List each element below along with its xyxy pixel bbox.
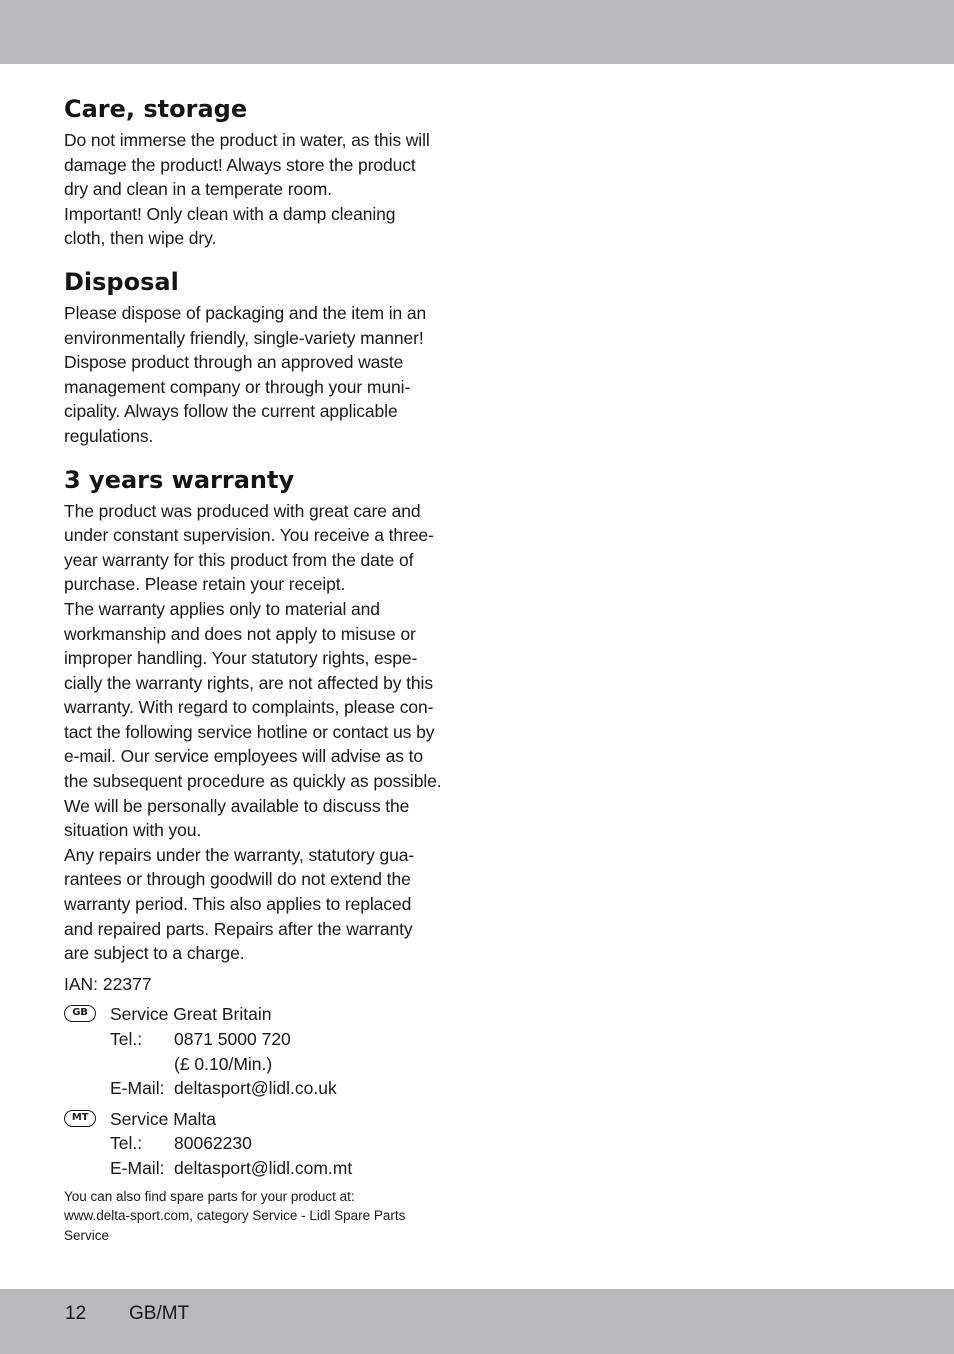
text-line: You can also find spare parts for your product at: [64,1188,355,1204]
page-number: 12 [65,1303,87,1324]
text-line: under constant supervision. You receive a three- [64,525,434,546]
text-line: Any repairs under the warranty, statutory gua- [64,844,415,865]
header-band [0,0,954,64]
ian-number: IAN: 22377 [64,973,152,994]
text-line: year warranty for this product from the date of [64,549,414,570]
email-address: deltasport@lidl.com.mt [174,1157,353,1178]
tel-label: Tel.: [110,1133,143,1154]
service-tel-note-row [110,1052,456,1077]
disposal-heading: Disposal [64,267,179,296]
text-line: management company or through your muni- [64,376,411,397]
text-line: Dispose product through an approved waste [64,352,404,373]
service-email-row [110,1076,456,1101]
warranty-text [64,499,456,966]
text-line: The warranty applies only to material and [64,598,380,619]
spare-parts-note [64,1187,456,1246]
service-name-text: Service Malta [110,1108,217,1129]
text-line: tact the following service hotline or contact us by [64,721,435,742]
service-tel-row [110,1027,456,1052]
service-tel-row [110,1131,456,1156]
service-gb [64,1002,456,1100]
text-line: the subsequent procedure as quickly as possible. [64,771,442,792]
care-storage-heading: Care, storage [64,95,248,123]
disposal-text [64,301,456,449]
text-line: improper handling. Your statutory rights, espe- [64,648,418,669]
text-line: workmanship and does not apply to misuse or [64,623,416,644]
text-line: and repaired parts. Repairs after the warranty [64,918,413,939]
text-line: We will be personally available to discuss the [64,795,410,816]
content-column [64,90,456,1245]
text-line: dry and clean in a temperate room. [64,179,332,200]
service-name [110,1002,456,1027]
text-line: purchase. Please retain your receipt. [64,574,346,595]
text-line: are subject to a charge. [64,943,245,964]
text-line: www.delta-sport.com, category Service - Lidl Spare Parts [64,1208,406,1224]
text-line: warranty period. This also applies to replaced [64,894,412,915]
tel-rate-note: (£ 0.10/Min.) [174,1053,273,1074]
service-email-row [110,1156,456,1181]
language-code: GB/MT [129,1303,190,1324]
text-line: Please dispose of packaging and the item in an [64,302,427,323]
service-name-text: Service Great Britain [110,1004,272,1025]
warranty-heading: 3 years warranty [64,465,295,494]
text-line: cloth, then wipe dry. [64,228,217,249]
tel-label: Tel.: [110,1029,143,1049]
service-name [110,1107,456,1132]
service-mt [64,1107,456,1181]
text-line: Service [64,1227,110,1243]
text-line: situation with you. [64,820,202,841]
email-address: deltasport@lidl.co.uk [174,1078,337,1099]
text-line: environmentally friendly, single-variety manner! [64,327,424,348]
care-storage-text [64,128,456,251]
text-line: Do not immerse the product in water, as this will [64,130,430,150]
text-line: cipality. Always follow the current applicable [64,401,398,422]
email-label: E-Mail: [110,1078,165,1099]
text-line: cially the warranty rights, are not affected by this [64,672,433,693]
gb-country-badge-icon: GB [64,1005,96,1022]
tel-number: 0871 5000 720 [174,1029,291,1049]
text-line: damage the product! Always store the product [64,154,416,175]
mt-country-badge-icon: MT [64,1110,96,1127]
text-line: warranty. With regard to complaints, please con- [64,697,434,718]
text-line: e-mail. Our service employees will advise as to [64,746,424,767]
text-line: The product was produced with great care and [64,500,421,521]
text-line: rantees or through goodwill do not extend the [64,869,411,890]
text-line: regulations. [64,425,154,446]
tel-number: 80062230 [174,1133,252,1154]
email-label: E-Mail: [110,1157,165,1178]
text-line: Important! Only clean with a damp cleaning [64,203,396,224]
